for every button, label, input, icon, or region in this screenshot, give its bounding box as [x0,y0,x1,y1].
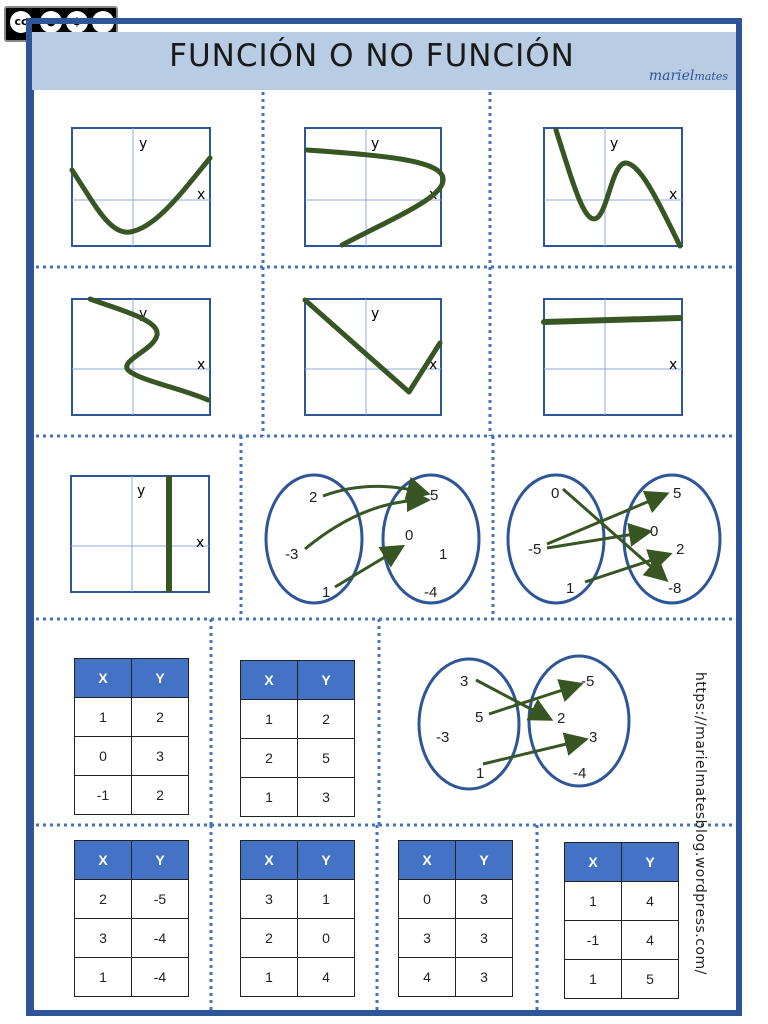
equals-icon: = [92,11,114,33]
set-element: 1 [439,546,448,563]
set-element: 0 [551,485,560,502]
cell: 3 [241,880,298,919]
brand-name-b: mates [694,70,728,83]
set-element: -3 [285,546,299,563]
cell: -4 [132,919,189,958]
y-axis-label: y [139,306,148,322]
x-header: X [241,841,298,880]
graph-7 [71,476,209,592]
set-element: 1 [566,580,575,597]
set-element: 1 [476,765,485,782]
cell: 3 [456,958,513,997]
cell: 1 [241,958,298,997]
brand-name-a: mariel [648,68,695,84]
cell: 0 [75,737,132,776]
cell: 5 [298,739,355,778]
cell: 3 [75,919,132,958]
set-element: -4 [573,765,587,782]
graph-5 [305,299,441,415]
cell: 2 [132,776,189,815]
cell: 1 [241,700,298,739]
set-element: -3 [436,729,450,746]
cell: 0 [298,919,355,958]
cell: 3 [298,778,355,817]
cell: 3 [399,919,456,958]
y-header: Y [132,659,189,698]
cell: 2 [241,739,298,778]
x-axis-label: x [669,187,678,203]
y-header: Y [298,841,355,880]
set-element: 0 [405,527,414,544]
blog-url[interactable]: https://marielmatesblog.wordpress.com/ [692,672,708,975]
cell: -1 [75,776,132,815]
x-axis-label: x [429,187,438,203]
graph-4 [72,299,210,415]
cell: 2 [132,698,189,737]
graph-1 [72,128,210,246]
page-title: FUNCIÓN O NO FUNCIÓN [169,38,575,74]
y-axis-label: y [371,136,380,152]
cell: 2 [241,919,298,958]
x-header: X [75,841,132,880]
set-element: 5 [430,487,439,504]
set-element: -8 [668,580,682,597]
cell: 1 [298,880,355,919]
cell: 3 [132,737,189,776]
graph-2 [305,128,443,246]
xy-table-1 [74,658,189,815]
set-element: 2 [309,489,318,506]
cell: 4 [298,958,355,997]
cell: -4 [132,958,189,997]
graph-6 [544,299,682,415]
xy-table-3 [74,840,189,997]
cell: -5 [132,880,189,919]
x-axis-label: x [669,357,678,373]
cell: 4 [622,882,679,921]
mapping-diagram-2 [508,475,720,603]
set-element: -5 [581,673,595,690]
cell: 4 [622,921,679,960]
graph-3 [544,128,682,246]
cell: 1 [75,698,132,737]
cell: 0 [399,880,456,919]
x-header: X [75,659,132,698]
x-axis-label: x [197,357,206,373]
y-axis-label: y [371,306,380,322]
x-axis-label: x [196,535,205,551]
y-header: Y [298,661,355,700]
cell: 1 [565,960,622,999]
xy-table-5 [398,840,513,997]
set-element: 2 [676,541,685,558]
y-axis-label: y [610,136,619,152]
set-element: 5 [673,485,682,502]
set-element: 1 [322,584,331,601]
cell: 1 [75,958,132,997]
x-axis-label: x [429,357,438,373]
x-header: X [399,841,456,880]
cell: 2 [298,700,355,739]
cell: 5 [622,960,679,999]
set-element: -5 [528,541,542,558]
person-icon: ● [40,11,62,33]
set-element: 2 [557,710,566,727]
cell: 3 [456,880,513,919]
cell: 1 [241,778,298,817]
cell: -1 [565,921,622,960]
set-element: 0 [650,523,659,540]
y-axis-label: y [139,136,148,152]
y-header: Y [132,841,189,880]
cell: 2 [75,880,132,919]
set-element: 3 [460,673,469,690]
set-element: -4 [424,584,438,601]
cc-icon: cc [10,11,32,33]
x-header: X [241,661,298,700]
xy-table-4 [240,840,355,997]
xy-table-2 [240,660,355,817]
set-element: 3 [589,729,598,746]
y-header: Y [456,841,513,880]
set-element: 5 [475,709,484,726]
y-header: Y [622,843,679,882]
cell: 3 [456,919,513,958]
x-axis-label: x [197,187,206,203]
x-header: X [565,843,622,882]
cell: 4 [399,958,456,997]
no-dollar-icon: $ [66,11,88,33]
cell: 1 [565,882,622,921]
xy-table-6 [564,842,679,999]
mapping-diagram-1 [266,475,479,603]
mapping-diagram-3 [419,656,629,789]
y-axis-label: y [137,483,146,499]
